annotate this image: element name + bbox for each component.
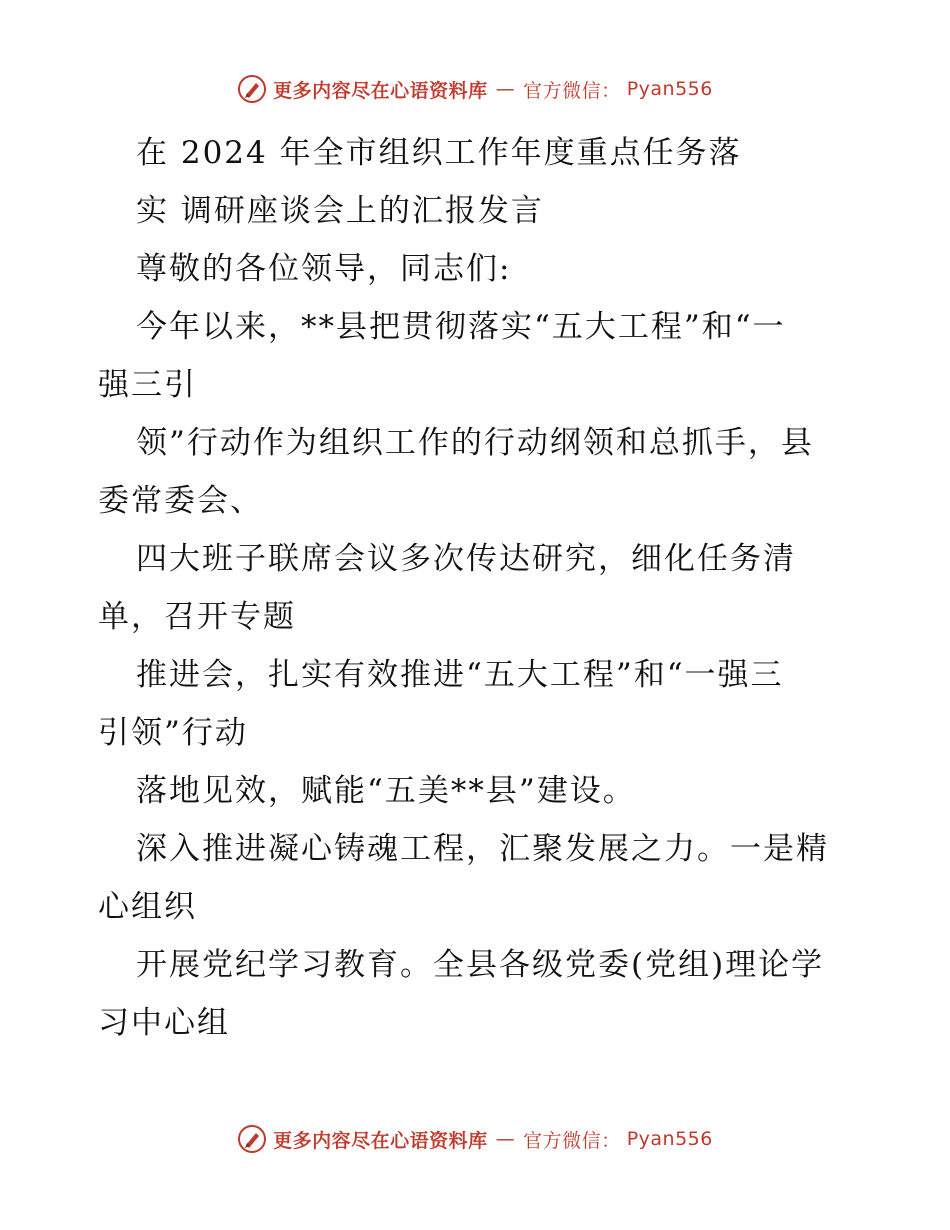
document-line: 习中心组 [98,1005,230,1041]
document-line: 委常委会、 [98,483,263,519]
watermark-main-text: 更多内容尽在心语资料库 [273,79,488,102]
header-watermark [0,74,950,104]
pen-seal-icon [237,74,267,104]
document-line: 尊敬的各位领导，同志们: [136,251,512,287]
document-line: 实 调研座谈会上的汇报发言 [136,193,544,229]
footer-watermark [0,1124,950,1154]
watermark-main-text: 更多内容尽在心语资料库 [273,1129,488,1152]
document-line: 推进会，扎实有效推进“五大工程”和“一强三 [136,657,784,693]
pen-seal-icon [237,1124,267,1154]
document-line: 单，召开专题 [98,599,296,635]
document-line: 落地见效，赋能“五美**县”建设。 [136,773,636,809]
watermark-wechat-label: 官方微信： [523,1129,621,1152]
watermark-dash: — [495,78,516,100]
document-line: 心组织 [98,889,197,925]
document-line: 今年以来，**县把贯彻落实“五大工程”和“一 [136,309,786,345]
watermark-wechat-id: Pyan556 [626,1128,713,1150]
document-line: 领”行动作为组织工作的行动纲领和总抓手，县 [136,425,814,461]
document-line: 深入推进凝心铸魂工程，汇聚发展之力。一是精 [136,831,829,867]
document-line: 开展党纪学习教育。全县各级党委(党组)理论学 [136,947,825,983]
watermark-wechat-label: 官方微信： [523,79,621,102]
watermark-wechat-id: Pyan556 [626,78,713,100]
document-body [98,124,858,1052]
document-line: 引领”行动 [98,715,248,751]
document-line: 四大班子联席会议多次传达研究，细化任务清 [136,541,796,577]
document-line: 在 2024 年全市组织工作年度重点任务落 [136,135,742,171]
watermark-dash: — [495,1128,516,1150]
document-line: 强三引 [98,367,197,403]
